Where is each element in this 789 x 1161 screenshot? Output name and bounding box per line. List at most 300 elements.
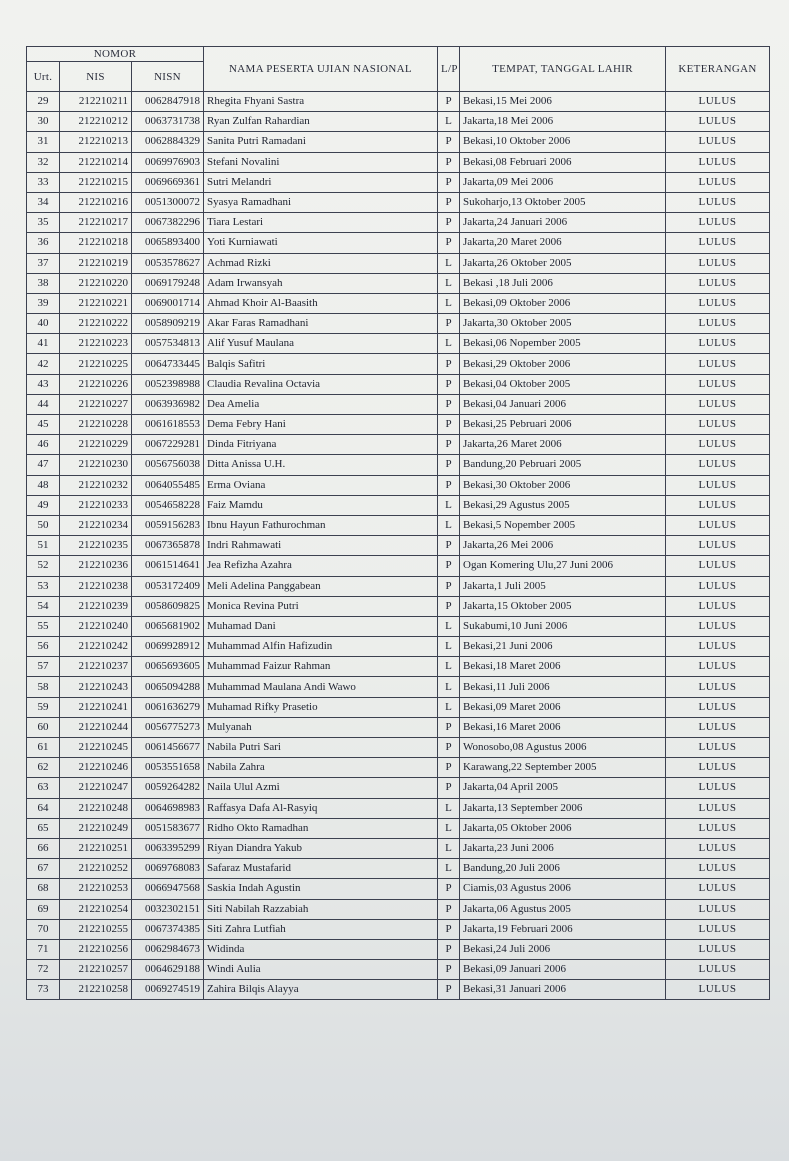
nis-cell: 212210234 — [60, 515, 132, 535]
table-row — [27, 879, 770, 899]
name-cell: Mulyanah — [204, 717, 438, 737]
nis-cell: 212210251 — [60, 838, 132, 858]
table-row — [27, 293, 770, 313]
table-row — [27, 960, 770, 980]
name-cell: Sutri Melandri — [204, 172, 438, 192]
name-cell: Balqis Safitri — [204, 354, 438, 374]
status-cell: LULUS — [666, 374, 770, 394]
table-row — [27, 415, 770, 435]
nisn-cell: 0063731738 — [132, 112, 204, 132]
row-number: 35 — [27, 213, 60, 233]
nis-cell: 212210213 — [60, 132, 132, 152]
table-row — [27, 556, 770, 576]
birth-cell: Jakarta,18 Mei 2006 — [460, 112, 666, 132]
table-row — [27, 677, 770, 697]
name-cell: Ryan Zulfan Rahardian — [204, 112, 438, 132]
status-cell: LULUS — [666, 233, 770, 253]
table-row — [27, 515, 770, 535]
nis-cell: 212210232 — [60, 475, 132, 495]
gender-cell: P — [438, 536, 460, 556]
name-cell: Sanita Putri Ramadani — [204, 132, 438, 152]
gender-cell: P — [438, 576, 460, 596]
gender-cell: L — [438, 253, 460, 273]
nis-cell: 212210237 — [60, 657, 132, 677]
nis-cell: 212210219 — [60, 253, 132, 273]
nisn-cell: 0069274519 — [132, 980, 204, 1000]
status-cell: LULUS — [666, 475, 770, 495]
name-cell: Ibnu Hayun Fathurochman — [204, 515, 438, 535]
table-row — [27, 899, 770, 919]
gender-cell: L — [438, 293, 460, 313]
gender-cell: P — [438, 960, 460, 980]
students-table — [26, 46, 770, 1000]
name-cell: Stefani Novalini — [204, 152, 438, 172]
name-cell: Muhamad Dani — [204, 616, 438, 636]
nisn-cell: 0067229281 — [132, 435, 204, 455]
nis-cell: 212210254 — [60, 899, 132, 919]
gender-cell: P — [438, 455, 460, 475]
row-number: 48 — [27, 475, 60, 495]
row-number: 51 — [27, 536, 60, 556]
nisn-cell: 0064055485 — [132, 475, 204, 495]
birth-cell: Bekasi,04 Januari 2006 — [460, 394, 666, 414]
row-number: 38 — [27, 273, 60, 293]
status-cell: LULUS — [666, 132, 770, 152]
gender-cell: L — [438, 697, 460, 717]
nis-cell: 212210257 — [60, 960, 132, 980]
status-cell: LULUS — [666, 637, 770, 657]
nis-cell: 212210249 — [60, 818, 132, 838]
birth-cell: Ciamis,03 Agustus 2006 — [460, 879, 666, 899]
name-cell: Muhammad Maulana Andi Wawo — [204, 677, 438, 697]
nisn-cell: 0065693605 — [132, 657, 204, 677]
nisn-cell: 0069928912 — [132, 637, 204, 657]
birth-cell: Jakarta,06 Agustus 2005 — [460, 899, 666, 919]
row-number: 44 — [27, 394, 60, 414]
gender-cell: L — [438, 515, 460, 535]
birth-cell: Bekasi,29 Oktober 2006 — [460, 354, 666, 374]
row-number: 45 — [27, 415, 60, 435]
birth-cell: Jakarta,23 Juni 2006 — [460, 838, 666, 858]
row-number: 32 — [27, 152, 60, 172]
birth-cell: Karawang,22 September 2005 — [460, 758, 666, 778]
table-row — [27, 980, 770, 1000]
nis-cell: 212210230 — [60, 455, 132, 475]
nis-cell: 212210223 — [60, 334, 132, 354]
table-row — [27, 152, 770, 172]
status-cell: LULUS — [666, 354, 770, 374]
name-cell: Ditta Anissa U.H. — [204, 455, 438, 475]
nis-cell: 212210233 — [60, 495, 132, 515]
nisn-cell: 0057534813 — [132, 334, 204, 354]
row-number: 54 — [27, 596, 60, 616]
nisn-cell: 0066947568 — [132, 879, 204, 899]
nis-cell: 212210225 — [60, 354, 132, 374]
status-cell: LULUS — [666, 939, 770, 959]
row-number: 62 — [27, 758, 60, 778]
nisn-cell: 0059156283 — [132, 515, 204, 535]
row-number: 72 — [27, 960, 60, 980]
nisn-cell: 0053578627 — [132, 253, 204, 273]
table-row — [27, 616, 770, 636]
row-number: 36 — [27, 233, 60, 253]
nisn-cell: 0067382296 — [132, 213, 204, 233]
name-cell: Monica Revina Putri — [204, 596, 438, 616]
birth-cell: Bandung,20 Juli 2006 — [460, 859, 666, 879]
status-cell: LULUS — [666, 717, 770, 737]
name-cell: Meli Adelina Panggabean — [204, 576, 438, 596]
row-number: 43 — [27, 374, 60, 394]
birth-cell: Bekasi,15 Mei 2006 — [460, 92, 666, 112]
row-number: 50 — [27, 515, 60, 535]
birth-cell: Jakarta,26 Oktober 2005 — [460, 253, 666, 273]
row-number: 47 — [27, 455, 60, 475]
nis-cell: 212210255 — [60, 919, 132, 939]
row-number: 61 — [27, 738, 60, 758]
nis-cell: 212210227 — [60, 394, 132, 414]
nisn-cell: 0062847918 — [132, 92, 204, 112]
gender-cell: P — [438, 879, 460, 899]
table-row — [27, 818, 770, 838]
row-number: 29 — [27, 92, 60, 112]
nis-cell: 212210214 — [60, 152, 132, 172]
status-cell: LULUS — [666, 677, 770, 697]
nis-cell: 212210253 — [60, 879, 132, 899]
row-number: 64 — [27, 798, 60, 818]
name-cell: Dinda Fitriyana — [204, 435, 438, 455]
nis-cell: 212210248 — [60, 798, 132, 818]
nisn-cell: 0065094288 — [132, 677, 204, 697]
table-row — [27, 798, 770, 818]
nis-cell: 212210252 — [60, 859, 132, 879]
nisn-cell: 0062884329 — [132, 132, 204, 152]
birth-cell: Bekasi,31 Januari 2006 — [460, 980, 666, 1000]
birth-cell: Bandung,20 Pebruari 2005 — [460, 455, 666, 475]
gender-cell: P — [438, 556, 460, 576]
gender-cell: P — [438, 152, 460, 172]
status-cell: LULUS — [666, 697, 770, 717]
nis-cell: 212210244 — [60, 717, 132, 737]
table-row — [27, 495, 770, 515]
table-row — [27, 92, 770, 112]
table-row — [27, 112, 770, 132]
gender-cell: P — [438, 778, 460, 798]
gender-cell: P — [438, 899, 460, 919]
nisn-cell: 0064733445 — [132, 354, 204, 374]
name-cell: Ridho Okto Ramadhan — [204, 818, 438, 838]
row-number: 66 — [27, 838, 60, 858]
gender-cell: P — [438, 596, 460, 616]
gender-cell: P — [438, 758, 460, 778]
status-cell: LULUS — [666, 435, 770, 455]
status-cell: LULUS — [666, 334, 770, 354]
nisn-cell: 0056756038 — [132, 455, 204, 475]
table-row — [27, 132, 770, 152]
nis-cell: 212210218 — [60, 233, 132, 253]
gender-cell: P — [438, 717, 460, 737]
nis-cell: 212210216 — [60, 192, 132, 212]
nis-cell: 212210239 — [60, 596, 132, 616]
birth-cell: Bekasi,5 Nopember 2005 — [460, 515, 666, 535]
status-cell: LULUS — [666, 859, 770, 879]
status-cell: LULUS — [666, 495, 770, 515]
table-row — [27, 717, 770, 737]
status-cell: LULUS — [666, 838, 770, 858]
name-cell: Nabila Putri Sari — [204, 738, 438, 758]
nis-cell: 212210240 — [60, 616, 132, 636]
nis-cell: 212210258 — [60, 980, 132, 1000]
gender-cell: L — [438, 273, 460, 293]
name-cell: Muhammad Alfin Hafizudin — [204, 637, 438, 657]
table-row — [27, 838, 770, 858]
nisn-cell: 0067365878 — [132, 536, 204, 556]
birth-cell: Bekasi,04 Oktober 2005 — [460, 374, 666, 394]
nis-cell: 212210238 — [60, 576, 132, 596]
birth-cell: Bekasi,08 Februari 2006 — [460, 152, 666, 172]
birth-cell: Bekasi,11 Juli 2006 — [460, 677, 666, 697]
name-cell: Jea Refizha Azahra — [204, 556, 438, 576]
nisn-cell: 0051300072 — [132, 192, 204, 212]
nis-cell: 212210222 — [60, 314, 132, 334]
nis-cell: 212210228 — [60, 415, 132, 435]
status-cell: LULUS — [666, 818, 770, 838]
gender-cell: L — [438, 798, 460, 818]
name-cell: Adam Irwansyah — [204, 273, 438, 293]
nis-cell: 212210246 — [60, 758, 132, 778]
birth-cell: Jakarta,1 Juli 2005 — [460, 576, 666, 596]
gender-cell: P — [438, 213, 460, 233]
nis-cell: 212210245 — [60, 738, 132, 758]
row-number: 41 — [27, 334, 60, 354]
header-keterangan: KETERANGAN — [666, 47, 770, 92]
gender-cell: L — [438, 495, 460, 515]
name-cell: Dea Amelia — [204, 394, 438, 414]
table-row — [27, 435, 770, 455]
nisn-cell: 0052398988 — [132, 374, 204, 394]
row-number: 68 — [27, 879, 60, 899]
table-row — [27, 939, 770, 959]
table-row — [27, 172, 770, 192]
gender-cell: P — [438, 374, 460, 394]
status-cell: LULUS — [666, 778, 770, 798]
name-cell: Zahira Bilqis Alayya — [204, 980, 438, 1000]
name-cell: Windi Aulia — [204, 960, 438, 980]
name-cell: Yoti Kurniawati — [204, 233, 438, 253]
gender-cell: L — [438, 616, 460, 636]
row-number: 58 — [27, 677, 60, 697]
birth-cell: Sukoharjo,13 Oktober 2005 — [460, 192, 666, 212]
row-number: 34 — [27, 192, 60, 212]
table-row — [27, 637, 770, 657]
header-nisn: NISN — [132, 62, 204, 92]
name-cell: Dema Febry Hani — [204, 415, 438, 435]
name-cell: Widinda — [204, 939, 438, 959]
birth-cell: Jakarta,05 Oktober 2006 — [460, 818, 666, 838]
table-row — [27, 778, 770, 798]
nisn-cell: 0069179248 — [132, 273, 204, 293]
status-cell: LULUS — [666, 919, 770, 939]
gender-cell: L — [438, 334, 460, 354]
nisn-cell: 0065681902 — [132, 616, 204, 636]
status-cell: LULUS — [666, 616, 770, 636]
name-cell: Riyan Diandra Yakub — [204, 838, 438, 858]
gender-cell: P — [438, 919, 460, 939]
birth-cell: Bekasi,21 Juni 2006 — [460, 637, 666, 657]
row-number: 31 — [27, 132, 60, 152]
nis-cell: 212210247 — [60, 778, 132, 798]
header-nomor: NOMOR — [27, 47, 204, 62]
gender-cell: P — [438, 475, 460, 495]
status-cell: LULUS — [666, 576, 770, 596]
nis-cell: 212210242 — [60, 637, 132, 657]
nisn-cell: 0056775273 — [132, 717, 204, 737]
gender-cell: P — [438, 738, 460, 758]
birth-cell: Jakarta,26 Maret 2006 — [460, 435, 666, 455]
status-cell: LULUS — [666, 192, 770, 212]
status-cell: LULUS — [666, 213, 770, 233]
gender-cell: P — [438, 192, 460, 212]
nisn-cell: 0061456677 — [132, 738, 204, 758]
nis-cell: 212210211 — [60, 92, 132, 112]
gender-cell: P — [438, 132, 460, 152]
nisn-cell: 0064698983 — [132, 798, 204, 818]
status-cell: LULUS — [666, 536, 770, 556]
gender-cell: L — [438, 112, 460, 132]
gender-cell: P — [438, 172, 460, 192]
nisn-cell: 0058609825 — [132, 596, 204, 616]
nisn-cell: 0051583677 — [132, 818, 204, 838]
nis-cell: 212210243 — [60, 677, 132, 697]
row-number: 52 — [27, 556, 60, 576]
nisn-cell: 0069976903 — [132, 152, 204, 172]
nis-cell: 212210229 — [60, 435, 132, 455]
row-number: 69 — [27, 899, 60, 919]
birth-cell: Jakarta,15 Oktober 2005 — [460, 596, 666, 616]
nis-cell: 212210256 — [60, 939, 132, 959]
row-number: 67 — [27, 859, 60, 879]
nis-cell: 212210215 — [60, 172, 132, 192]
status-cell: LULUS — [666, 899, 770, 919]
nisn-cell: 0059264282 — [132, 778, 204, 798]
table-row — [27, 273, 770, 293]
status-cell: LULUS — [666, 879, 770, 899]
nisn-cell: 0063936982 — [132, 394, 204, 414]
gender-cell: P — [438, 314, 460, 334]
name-cell: Saskia Indah Agustin — [204, 879, 438, 899]
status-cell: LULUS — [666, 515, 770, 535]
gender-cell: P — [438, 92, 460, 112]
nis-cell: 212210221 — [60, 293, 132, 313]
status-cell: LULUS — [666, 253, 770, 273]
gender-cell: P — [438, 233, 460, 253]
name-cell: Claudia Revalina Octavia — [204, 374, 438, 394]
birth-cell: Bekasi ,18 Juli 2006 — [460, 273, 666, 293]
table-body — [27, 92, 770, 1000]
name-cell: Muhammad Faizur Rahman — [204, 657, 438, 677]
nisn-cell: 0064629188 — [132, 960, 204, 980]
name-cell: Safaraz Mustafarid — [204, 859, 438, 879]
table-row — [27, 233, 770, 253]
table-row — [27, 536, 770, 556]
status-cell: LULUS — [666, 556, 770, 576]
name-cell: Erma Oviana — [204, 475, 438, 495]
nis-cell: 212210212 — [60, 112, 132, 132]
name-cell: Alif Yusuf Maulana — [204, 334, 438, 354]
status-cell: LULUS — [666, 92, 770, 112]
name-cell: Muhamad Rifky Prasetio — [204, 697, 438, 717]
name-cell: Tiara Lestari — [204, 213, 438, 233]
row-number: 46 — [27, 435, 60, 455]
birth-cell: Bekasi,24 Juli 2006 — [460, 939, 666, 959]
gender-cell: L — [438, 818, 460, 838]
table-row — [27, 334, 770, 354]
header-lp: L/P — [438, 47, 460, 92]
birth-cell: Jakarta,30 Oktober 2005 — [460, 314, 666, 334]
nisn-cell: 0058909219 — [132, 314, 204, 334]
row-number: 30 — [27, 112, 60, 132]
nisn-cell: 0053172409 — [132, 576, 204, 596]
gender-cell: P — [438, 415, 460, 435]
nisn-cell: 0069669361 — [132, 172, 204, 192]
table-row — [27, 192, 770, 212]
row-number: 40 — [27, 314, 60, 334]
row-number: 53 — [27, 576, 60, 596]
nisn-cell: 0067374385 — [132, 919, 204, 939]
table-row — [27, 374, 770, 394]
birth-cell: Bekasi,09 Maret 2006 — [460, 697, 666, 717]
row-number: 59 — [27, 697, 60, 717]
row-number: 39 — [27, 293, 60, 313]
gender-cell: P — [438, 435, 460, 455]
header-nis: NIS — [60, 62, 132, 92]
gender-cell: P — [438, 354, 460, 374]
status-cell: LULUS — [666, 758, 770, 778]
nisn-cell: 0061636279 — [132, 697, 204, 717]
nisn-cell: 0069768083 — [132, 859, 204, 879]
nisn-cell: 0061618553 — [132, 415, 204, 435]
status-cell: LULUS — [666, 273, 770, 293]
nis-cell: 212210220 — [60, 273, 132, 293]
row-number: 55 — [27, 616, 60, 636]
table-row — [27, 758, 770, 778]
gender-cell: P — [438, 394, 460, 414]
status-cell: LULUS — [666, 293, 770, 313]
birth-cell: Bekasi,25 Pebruari 2006 — [460, 415, 666, 435]
gender-cell: P — [438, 980, 460, 1000]
name-cell: Syasya Ramadhani — [204, 192, 438, 212]
row-number: 57 — [27, 657, 60, 677]
birth-cell: Jakarta,24 Januari 2006 — [460, 213, 666, 233]
birth-cell: Wonosobo,08 Agustus 2006 — [460, 738, 666, 758]
birth-cell: Bekasi,18 Maret 2006 — [460, 657, 666, 677]
table-header — [27, 47, 770, 92]
nisn-cell: 0032302151 — [132, 899, 204, 919]
row-number: 73 — [27, 980, 60, 1000]
status-cell: LULUS — [666, 112, 770, 132]
table-row — [27, 314, 770, 334]
status-cell: LULUS — [666, 415, 770, 435]
row-number: 42 — [27, 354, 60, 374]
name-cell: Naila Ulul Azmi — [204, 778, 438, 798]
row-number: 49 — [27, 495, 60, 515]
birth-cell: Jakarta,04 April 2005 — [460, 778, 666, 798]
birth-cell: Bekasi,29 Agustus 2005 — [460, 495, 666, 515]
birth-cell: Jakarta,19 Februari 2006 — [460, 919, 666, 939]
table-row — [27, 354, 770, 374]
row-number: 65 — [27, 818, 60, 838]
nis-cell: 212210241 — [60, 697, 132, 717]
gender-cell: L — [438, 859, 460, 879]
